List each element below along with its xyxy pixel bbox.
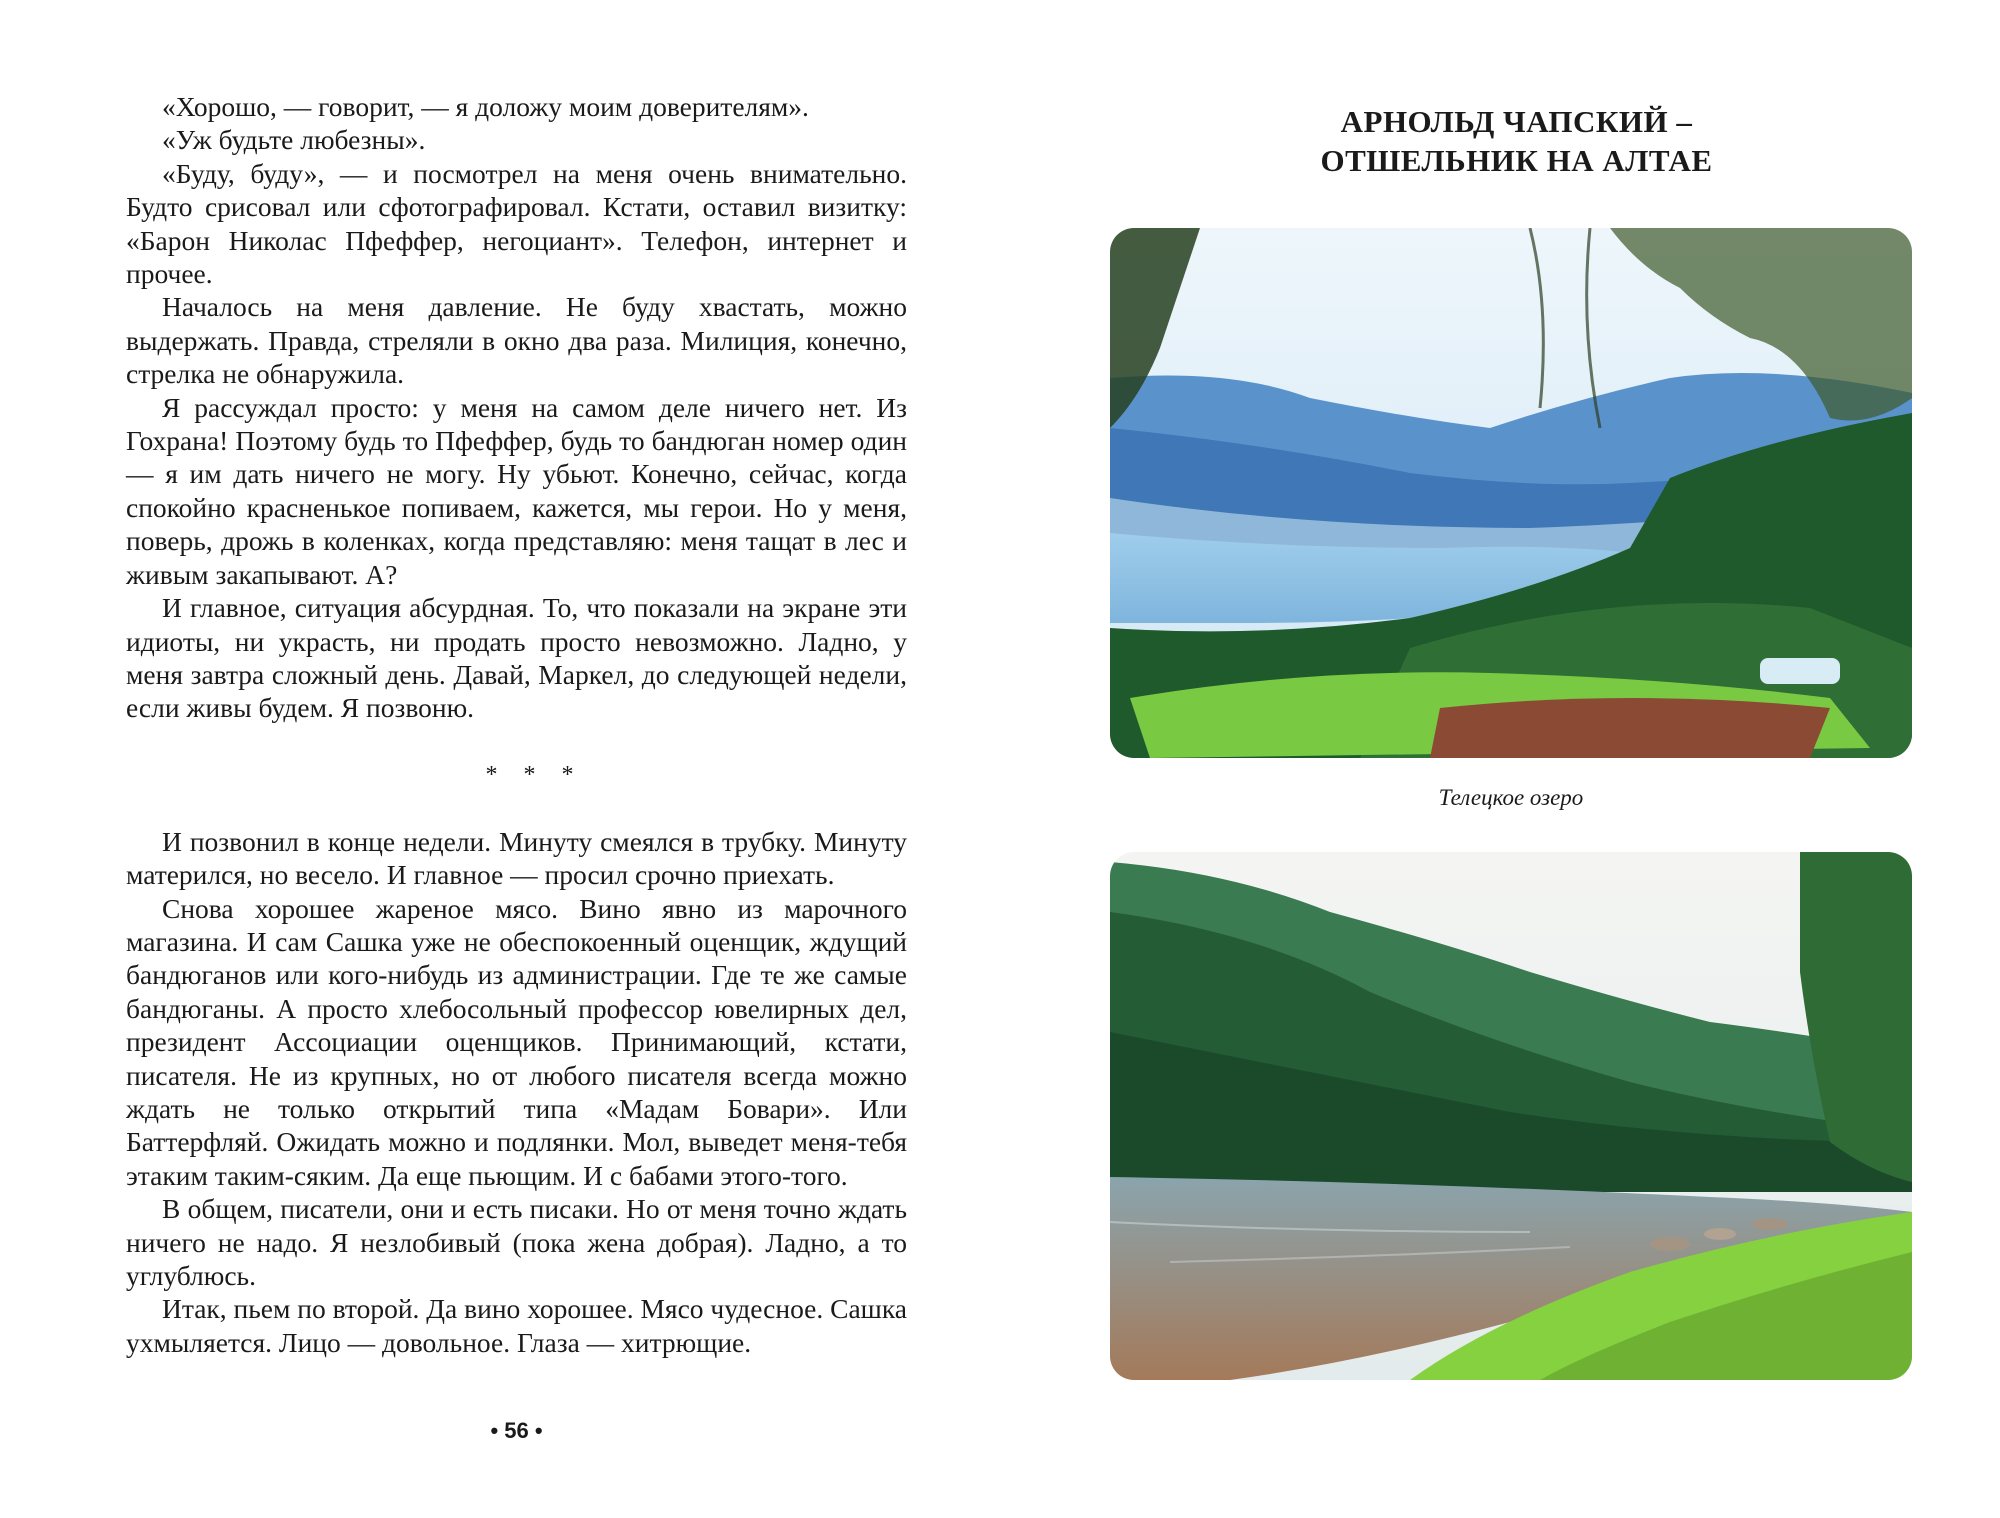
section-separator: * * * xyxy=(485,761,584,788)
body-text xyxy=(126,90,907,1359)
paragraph: В общем, писатели, они и есть писаки. Но от меня точно ждать ничего не надо. Я незлобивый (пока жена добрая). Ладно, а то углублюсь. xyxy=(126,1193,907,1291)
paragraph: «Буду, буду», — и посмотрел на меня очень внимательно. Будто срисовал или сфотографировал. Кстати, оставил визитку: «Барон Николас Пфеффер, негоциант». Телефон, интернет и прочее. xyxy=(126,157,907,290)
chapter-title-line: АРНОЛЬД ЧАПСКИЙ – xyxy=(1340,104,1693,139)
paragraph: Итак, пьем по второй. Да вино хорошее. Мясо чудесное. Сашка ухмыляется. Лицо — довольное. Глаза — хитрющие. xyxy=(126,1293,907,1358)
paragraph: Началось на меня давление. Не буду хвастать, можно выдержать. Правда, стреляли в окно два раза. Милиция, конечно, стрелка не обнаружила. xyxy=(126,291,907,390)
lake-landscape-image xyxy=(1110,228,1912,758)
paragraph: «Уж будьте любезны». xyxy=(162,124,426,156)
river-photo xyxy=(1110,852,1912,1380)
lake-photo xyxy=(1110,228,1912,758)
paragraph: Снова хорошее жареное мясо. Вино явно из марочного магазина. И сам Сашка уже не обеспокоенный оценщик, ждущий бандюганов или кого-нибудь из администрации. Где те же самые бандюганы. А просто хлебосольный профессор ювелирных дел, президент Ассоциации оценщиков. Принимающий, кстати, писателя. Не из крупных, но от любого писателя всегда можно ждать не только открытий типа «Мадам Бовари». Или Баттерфляй. Ожидать можно и подлянки. Мол, выведет меня-тебя этаким таким-сяким. Да еще пьющим. И с бабами этого-того. xyxy=(126,892,907,1191)
chapter-title xyxy=(1273,102,1760,180)
paragraph: И позвонил в конце недели. Минуту смеялся в трубку. Минуту матерился, но весело. И главное — просил срочно приехать. xyxy=(126,825,907,891)
photo-caption: Телецкое озеро xyxy=(1438,785,1584,810)
chapter-title-line: ОТШЕЛЬНИК НА АЛТАЕ xyxy=(1320,143,1713,178)
river-landscape-image xyxy=(1110,852,1912,1380)
paragraph: Я рассуждал просто: у меня на самом деле ничего нет. Из Гохрана! Поэтому будь то Пфеффер, будь то бандюган номер один — я им дать ничего не могу. Ну убьют. Конечно, сейчас, когда спокойно красненькое попиваем, кажется, мы герои. Но у меня, поверь, дрожь в коленках, когда представляю: меня тащат в лес и живым закапывают. А? xyxy=(126,391,907,590)
paragraph: «Хорошо, — говорит, — я доложу моим доверителям». xyxy=(162,91,809,122)
page-number: • 56 • xyxy=(490,1418,543,1443)
paragraph: И главное, ситуация абсурдная. То, что показали на экране эти идиоты, ни украсть, ни продать просто невозможно. Ладно, у меня завтра сложный день. Давай, Маркел, до следующей недели, если живы будем. Я позвоню. xyxy=(126,592,907,724)
